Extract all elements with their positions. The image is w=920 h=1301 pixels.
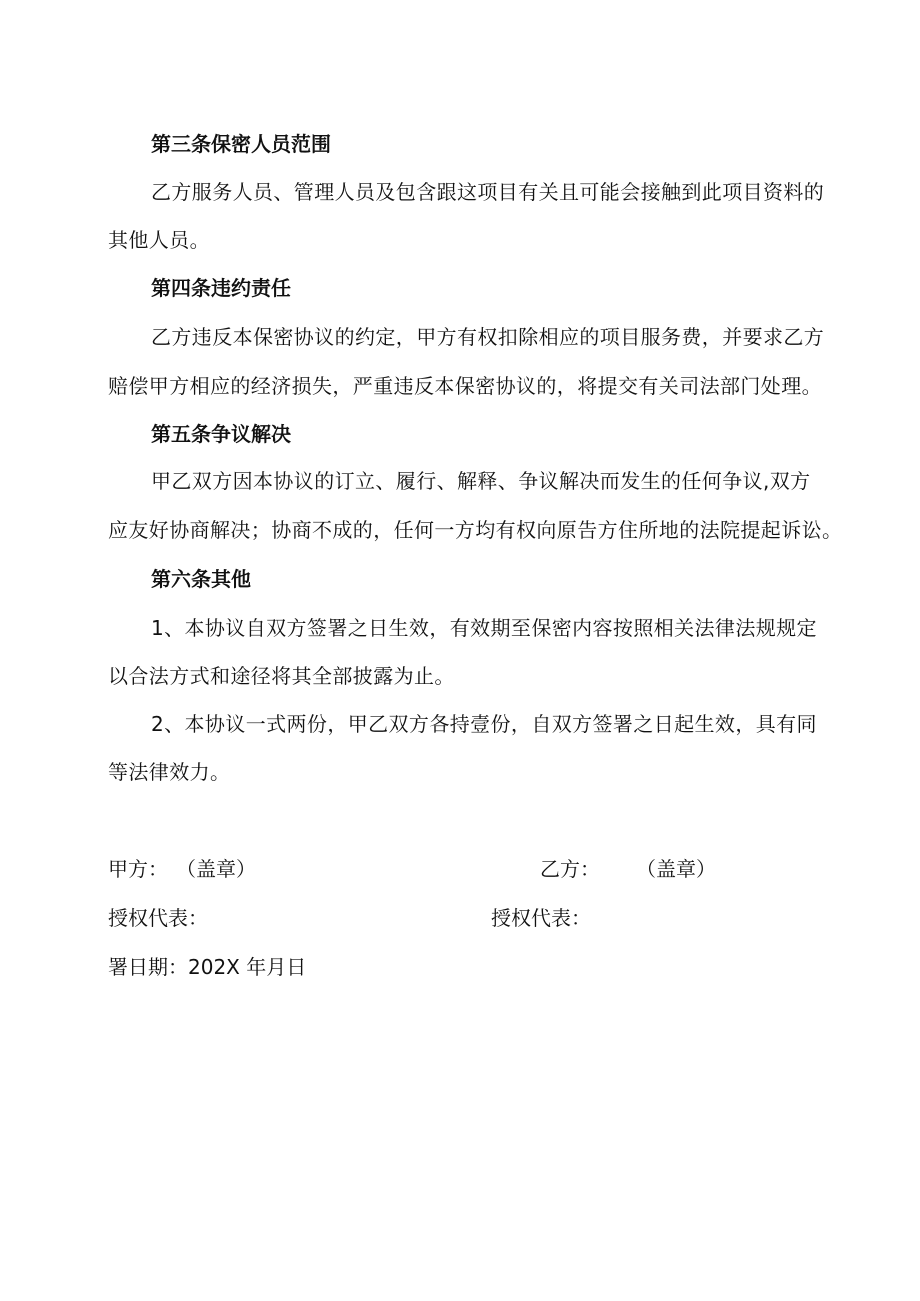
article-6-item-2-line-2: 等法律效力。 <box>108 760 231 784</box>
article-6-item-2-line-1: 2、本协议一式两份，甲乙双方各持壹份，自双方签署之日起生效，具有同 <box>151 712 817 736</box>
article-3-heading: 第三条保密人员范围 <box>151 132 331 156</box>
article-6-item-1-line-2: 以合法方式和途径将其全部披露为止。 <box>108 664 455 688</box>
signing-date: 署日期：202X 年月日 <box>108 955 307 979</box>
article-6-heading: 第六条其他 <box>151 567 251 591</box>
article-3-text-line-1: 乙方服务人员、管理人员及包含跟这项目有关且可能会接触到此项目资料的 <box>151 180 825 204</box>
party-b-representative: 授权代表： <box>491 906 591 930</box>
party-b-label: 乙方： <box>540 857 600 881</box>
article-5-heading: 第五条争议解决 <box>151 422 291 446</box>
article-5-text-line-1: 甲乙双方因本协议的订立、履行、解释、争议解决而发生的任何争议,双方 <box>151 469 811 493</box>
party-a-seal: （盖章） <box>176 857 256 881</box>
article-4-text-line-1: 乙方违反本保密协议的约定，甲方有权扣除相应的项目服务费，并要求乙方 <box>151 325 825 349</box>
article-4-heading: 第四条违约责任 <box>151 276 291 300</box>
party-a-representative: 授权代表： <box>108 906 208 930</box>
article-5-text-line-2: 应友好协商解决；协商不成的，任何一方均有权向原告方住所地的法院提起诉讼。 <box>108 518 843 542</box>
article-4-text-line-2: 赔偿甲方相应的经济损失，严重违反本保密协议的，将提交有关司法部门处理。 <box>108 374 822 398</box>
article-3-text-line-2: 其他人员。 <box>108 228 210 252</box>
article-6-item-1-line-1: 1、本协议自双方签署之日生效，有效期至保密内容按照相关法律法规规定 <box>151 616 817 640</box>
party-a-label: 甲方： <box>108 857 168 881</box>
party-b-seal: （盖章） <box>636 857 716 881</box>
